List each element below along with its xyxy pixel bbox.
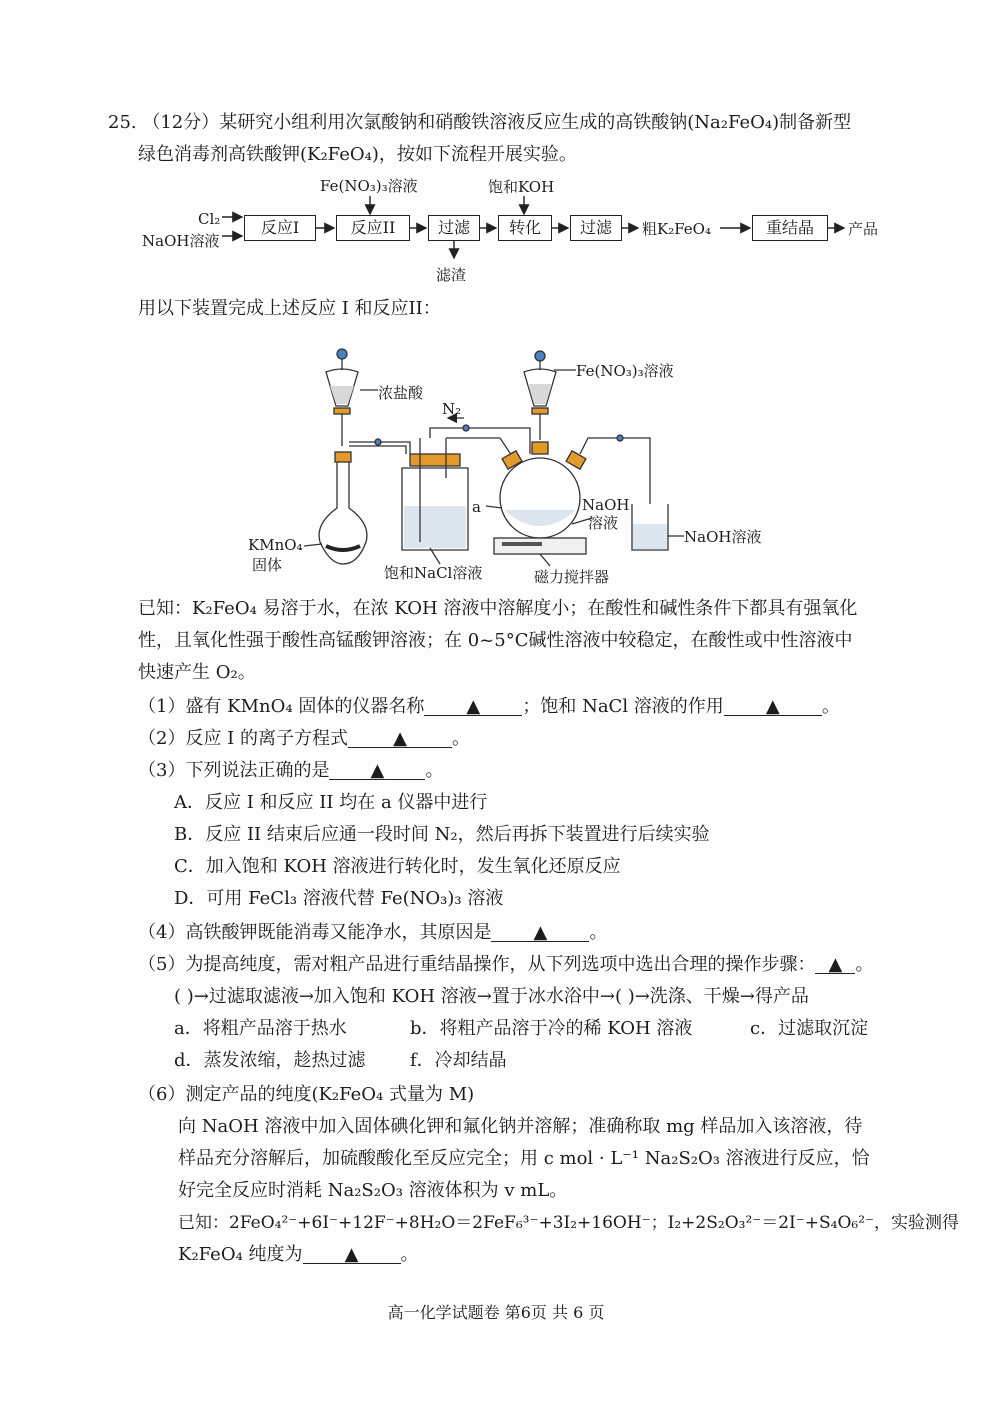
label-fe-solution: Fe(NO₃)₃溶液	[576, 362, 674, 380]
q1-text-b: ；饱和 NaCl 溶液的作用	[522, 696, 724, 717]
known-line-1: 已知：K₂FeO₄ 易溶于水，在浓 KOH 溶液中溶解度小；在酸性和碱性条件下都具有强氧化	[138, 598, 858, 619]
apparatus-drawing	[240, 328, 780, 593]
question-header-cont: 绿色消毒剂高铁酸钾(K₂FeO₄)，按如下流程开展实验。	[138, 144, 577, 165]
flow-reagent-koh: 饱和KOH	[488, 178, 555, 196]
flow-box-filter2: 过滤	[570, 215, 622, 241]
q6-line-2: 样品充分溶解后，加硫酸酸化至反应完全；用 c mol · L⁻¹ Na₂S₂O₃ 溶液进行反应，恰	[178, 1148, 870, 1169]
q1-end: 。	[821, 696, 840, 717]
q6-title: （6）测定产品的纯度(K₂FeO₄ 式量为 M)	[138, 1084, 475, 1105]
q1-text-a: （1）盛有 KMnO₄ 固体的仪器名称	[138, 696, 425, 717]
flow-reagent-fe: Fe(NO₃)₃溶液	[320, 177, 418, 195]
flow-input-cl2: Cl₂	[198, 210, 221, 228]
flow-box-reaction1: 反应I	[244, 215, 316, 241]
q5-sequence: ( )→过滤取滤液→加入饱和 KOH 溶液→置于冰水浴中→( )→洗涤、干燥→得产品	[174, 986, 809, 1007]
q5-end: 。	[855, 954, 874, 975]
q5-option-c: c．过滤取沉淀	[750, 1018, 869, 1039]
q4-text: （4）高铁酸钾既能消毒又能净水，其原因是	[138, 922, 492, 943]
page-footer: 高一化学试题卷 第6页 共 6 页	[387, 1303, 605, 1322]
flow-box-filter1: 过滤	[428, 215, 480, 241]
q3-option-b: B．反应 II 结束后应通一段时间 N₂，然后再拆下装置进行后续实验	[174, 824, 710, 845]
q5-blank[interactable]: ▲	[815, 952, 855, 974]
q6-text: K₂FeO₄ 纯度为	[178, 1244, 303, 1265]
q4-blank[interactable]: ▲	[491, 920, 589, 942]
q5	[138, 952, 873, 978]
apparatus-intro: 用以下装置完成上述反应 I 和反应II：	[138, 298, 441, 319]
q6-line-3: 好完全反应时消耗 Na₂S₂O₃ 溶液体积为 v mL。	[178, 1180, 568, 1201]
q2-end: 。	[452, 728, 471, 749]
flow-box-reaction2: 反应II	[336, 215, 410, 241]
label-naoh-flask-2: 溶液	[588, 514, 619, 532]
q5-text: （5）为提高纯度，需对粗产品进行重结晶操作，从下列选项中选出合理的操作步骤：	[138, 954, 816, 975]
q3-text: （3）下列说法正确的是	[138, 760, 330, 781]
q5-option-f: f．冷却结晶	[410, 1050, 507, 1071]
q6-line-4: 已知：2FeO₄²⁻+6I⁻+12F⁻+8H₂O＝2FeF₆³⁻+3I₂+16OH⁻；I₂+2S₂O₃²⁻＝2I⁻+S₄O₆²⁻，实验测得	[178, 1213, 959, 1233]
q3-option-c: C．加入饱和 KOH 溶液进行转化时，发生氧化还原反应	[174, 856, 621, 877]
q5-option-a: a．将粗产品溶于热水	[174, 1018, 347, 1039]
label-n2: N₂	[442, 400, 462, 418]
q4	[138, 920, 607, 946]
known-line-3: 快速产生 O₂。	[138, 662, 256, 683]
flow-box-convert: 转化	[498, 215, 552, 241]
q5-option-d: d．蒸发浓缩，趁热过滤	[174, 1050, 366, 1071]
q3-option-d: D．可用 FeCl₃ 溶液代替 Fe(NO₃)₃ 溶液	[174, 888, 504, 909]
q2-text: （2）反应 I 的离子方程式	[138, 728, 349, 749]
q6-line-5	[178, 1242, 419, 1268]
q5-option-b: b．将粗产品溶于冷的稀 KOH 溶液	[410, 1018, 693, 1039]
flow-product: 产品	[848, 220, 879, 238]
q4-end: 。	[589, 922, 608, 943]
label-naoh-beaker: NaOH溶液	[684, 528, 762, 546]
label-naoh-flask-1: NaOH	[582, 496, 630, 514]
flow-box-recrystal: 重结晶	[752, 215, 828, 241]
label-a: a	[472, 498, 481, 516]
flow-input-naoh: NaOH溶液	[142, 232, 220, 250]
q3-blank[interactable]: ▲	[329, 758, 425, 780]
q1-blank-2[interactable]: ▲	[724, 694, 822, 716]
q1-blank-1[interactable]: ▲	[424, 694, 522, 716]
label-nacl: 饱和NaCl溶液	[384, 564, 483, 582]
label-conc-hcl: 浓盐酸	[378, 384, 424, 402]
q3-end: 。	[425, 760, 444, 781]
q6-end: 。	[400, 1244, 419, 1265]
flow-residue: 滤渣	[436, 266, 467, 284]
label-solid: 固体	[252, 556, 283, 574]
question-header: 25. （12分）某研究小组利用次氯酸钠和硝酸铁溶液反应生成的高铁酸钠(Na₂FeO₄)制备新型	[108, 112, 852, 133]
q3	[138, 758, 443, 784]
flow-crude: 粗K₂FeO₄	[642, 220, 711, 238]
q6-line-1: 向 NaOH 溶液中加入固体碘化钾和氟化钠并溶解；准确称取 mg 样品加入该溶液，待	[178, 1116, 863, 1137]
q2	[138, 726, 470, 752]
q1	[138, 694, 840, 720]
flowchart	[138, 176, 888, 288]
label-stirrer: 磁力搅拌器	[534, 568, 610, 586]
q3-option-a: A．反应 I 和反应 II 均在 a 仪器中进行	[174, 792, 488, 813]
known-line-2: 性，且氧化性强于酸性高锰酸钾溶液；在 0~5°C碱性溶液中较稳定，在酸性或中性溶液中	[138, 630, 853, 651]
q6-blank[interactable]: ▲	[303, 1242, 401, 1264]
apparatus-figure	[240, 328, 780, 593]
label-kmno4: KMnO₄	[248, 536, 303, 554]
q2-blank[interactable]: ▲	[348, 726, 452, 748]
